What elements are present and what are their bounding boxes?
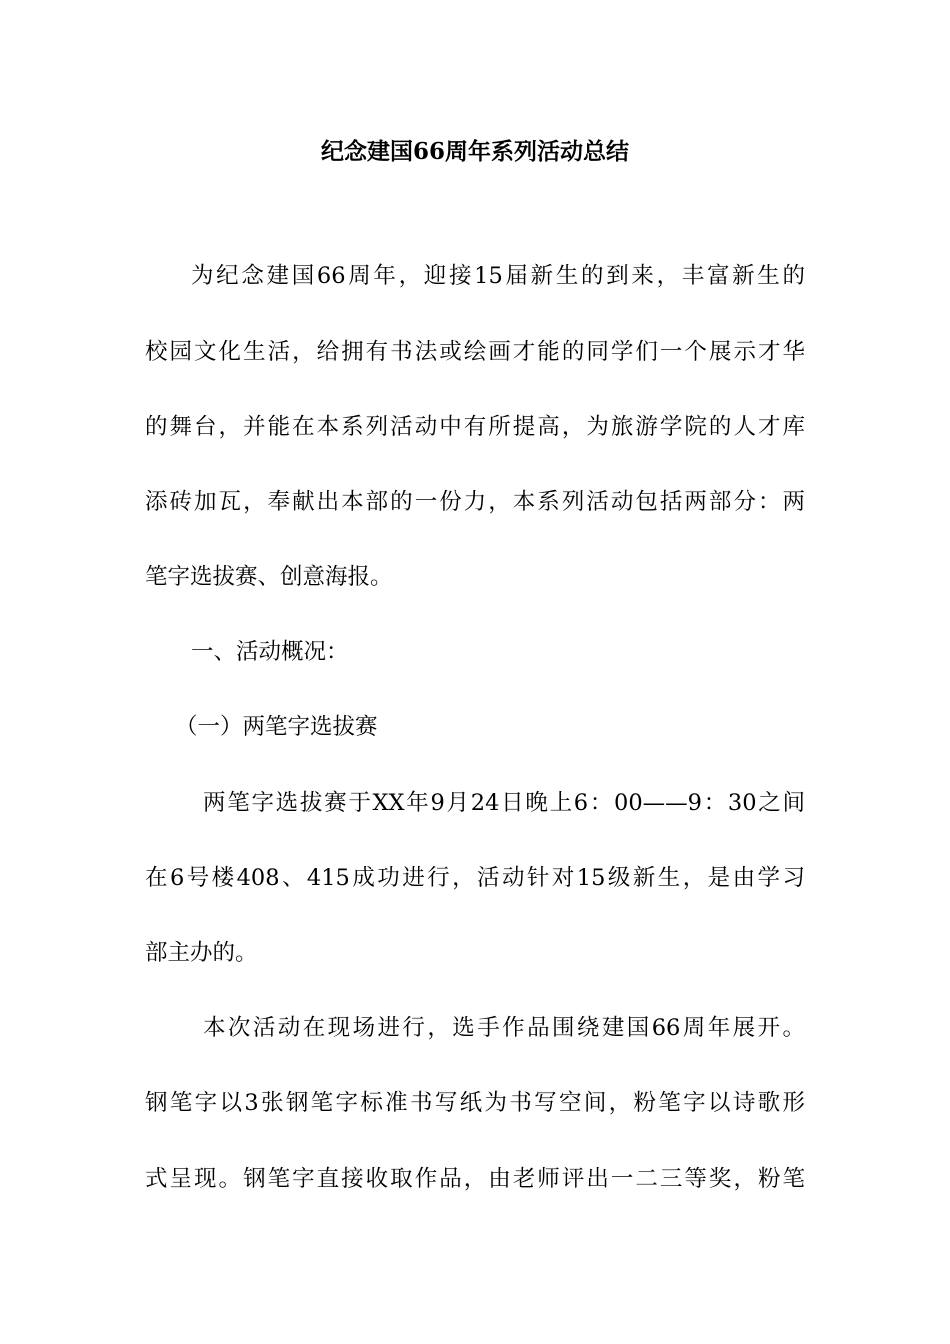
paragraph-line: 本次活动在现场进行，选手作品围绕建国66周年展开。 [203,1015,805,1041]
document-title: 纪念建国66周年系列活动总结 [320,138,629,165]
paragraph-line: 为纪念建国66周年，迎接15届新生的到来，丰富新生的 [191,263,805,289]
paragraph-line: 式呈现。钢笔字直接收取作品，由老师评出一二三等奖，粉笔 [145,1166,805,1192]
paragraph-line: 两笔字选拔赛于XX年9月24日晚上6：00——9：30之间 [203,790,805,816]
paragraph-line: 在6号楼408、415成功进行，活动针对15级新生，是由学习 [145,865,805,891]
subsection-heading: （一）两笔字选拔赛 [175,714,378,740]
paragraph-line: 笔字选拔赛、创意海报。 [145,564,393,590]
paragraph-line: 部主办的。 [145,940,258,966]
paragraph-line: 钢笔字以3张钢笔字标准书写纸为书写空间，粉笔字以诗歌形 [145,1090,805,1116]
section-heading: 一、活动概况： [191,639,349,665]
paragraph-line: 添砖加瓦，奉献出本部的一份力，本系列活动包括两部分：两 [145,489,805,515]
paragraph-line: 校园文化生活，给拥有书法或绘画才能的同学们一个展示才华 [145,339,805,365]
paragraph-line: 的舞台，并能在本系列活动中有所提高，为旅游学院的人才库 [145,414,805,440]
